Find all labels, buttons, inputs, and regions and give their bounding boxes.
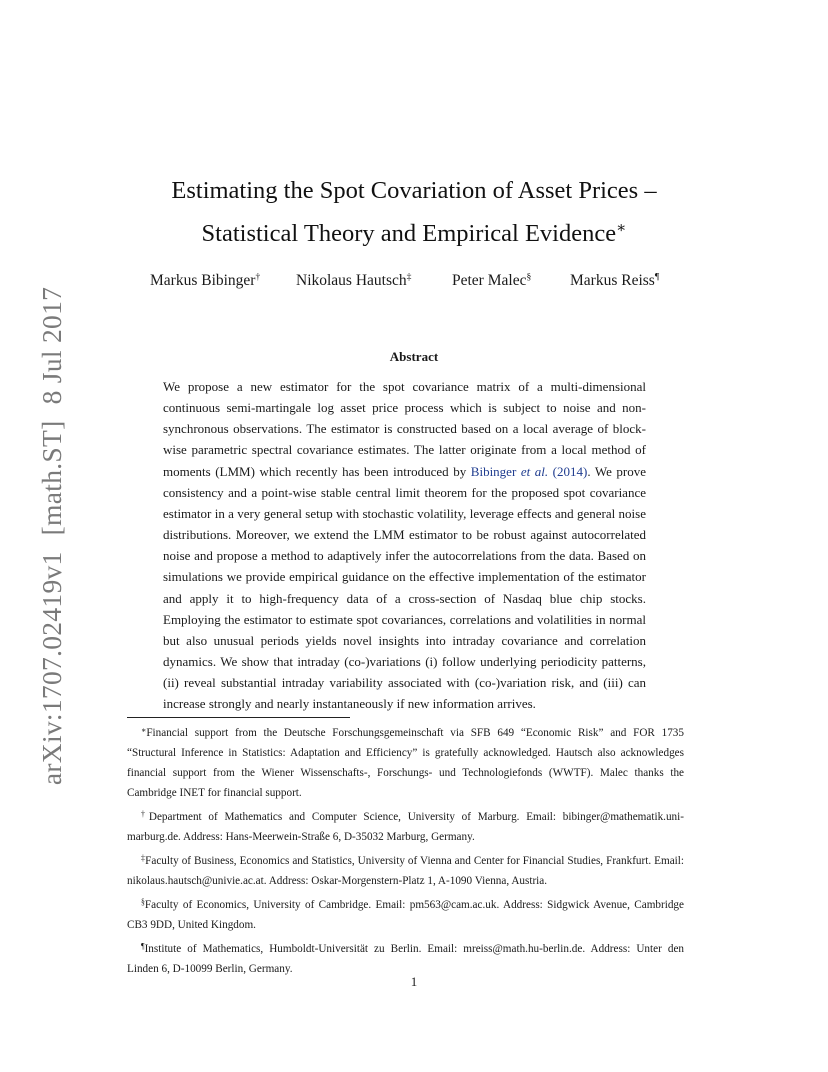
page-number: 1 bbox=[410, 974, 418, 989]
arxiv-date: 8 Jul 2017 bbox=[36, 286, 67, 405]
citation-link[interactable]: Bibinger et al. (2014) bbox=[470, 463, 588, 479]
arxiv-id: arXiv:1707.02419v1 bbox=[36, 551, 67, 786]
author-bibinger: Markus Bibinger† bbox=[150, 271, 261, 289]
arxiv-category: [math.ST] bbox=[36, 420, 67, 536]
footnote-hautsch: ‡Faculty of Business, Economics and Statistics, University of Vienna and Center for Financial Studies, Frankfurt. Email: nikolaus.hautsch@univie.ac.at. Address: Oskar-Morgenstern-Platz 1, A-1090 Vienna, Austria. bbox=[127, 853, 684, 887]
paper-title-line-2: Statistical Theory and Empirical Evidence∗ bbox=[201, 219, 627, 247]
abstract-heading: Abstract bbox=[389, 349, 439, 364]
footnote-funding: ∗Financial support from the Deutsche Forschungsgemeinschaft via SFB 649 “Economic Risk” and FOR 1735 “Structural Inference in Statistics: Adaptation and Efficiency” is gratefully acknowledged. Hautsch also acknowledges financial support from the Wiener Wissenschafts-, Forschungs- und Technologiefonds (WWTF). Malec thanks the Cambridge INET for financial support. bbox=[127, 725, 684, 799]
footnote-malec: §Faculty of Economics, University of Cambridge. Email: pm563@cam.ac.uk. Address: Sidgwick Avenue, Cambridge CB3 9DD, United Kingdom. bbox=[127, 897, 684, 931]
author-reiss: Markus Reiss¶ bbox=[570, 271, 660, 289]
author-hautsch: Nikolaus Hautsch‡ bbox=[296, 271, 412, 289]
footnotes bbox=[127, 723, 684, 983]
abstract-body: We propose a new estimator for the spot covariance matrix of a multi-dimensional continuous semi-martingale log asset price process which is subject to noise and non-synchronous observations. The estimator is constructed based on a local average of block-wise parametric spectral covariance estimates. The latter originate from a local method of moments (LMM) which recently has been introduced by Bibinger et al. (2014). We prove consistency and a point-wise stable central limit theorem for the proposed spot covariance estimator in a very general setup with stochastic volatility, leverage effects and general noise distributions. Moreover, we extend the LMM estimator to be robust against autocorrelated noise and propose a method to adaptively infer the autocorrelations from the data. Based on simulations we provide empirical guidance on the effective implementation of the estimator and apply it to high-frequency data of a cross-section of Nasdaq blue chip stocks. Employing the estimator to estimate spot covariances, correlations and volatilities in normal but also unusual periods yields novel insights into intraday covariance and correlation dynamics. We show that intraday (co-)variations (i) follow underlying periodicity patterns, (ii) reveal substantial intraday variability associated with (co-)variation risk, and (iii) can increase strongly and nearly instantaneously if new information arrives. bbox=[163, 379, 647, 712]
title-footnote-mark: ∗ bbox=[616, 219, 627, 237]
footnote-reiss: ¶Institute of Mathematics, Humboldt-Universität zu Berlin. Email: mreiss@math.hu-berlin.de. Address: Unter den Linden 6, D-10099 Berlin, Germany. bbox=[127, 941, 684, 975]
footnote-rule bbox=[127, 717, 350, 718]
footnote-bibinger: †Department of Mathematics and Computer Science, University of Marburg. Email: bibinger@mathematik.uni-marburg.de. Address: Hans-Meerwein-Straße 6, D-35032 Marburg, Germany. bbox=[127, 809, 684, 843]
paper-title-line-1: Estimating the Spot Covariation of Asset Prices – bbox=[171, 177, 657, 204]
author-malec: Peter Malec§ bbox=[452, 271, 532, 289]
